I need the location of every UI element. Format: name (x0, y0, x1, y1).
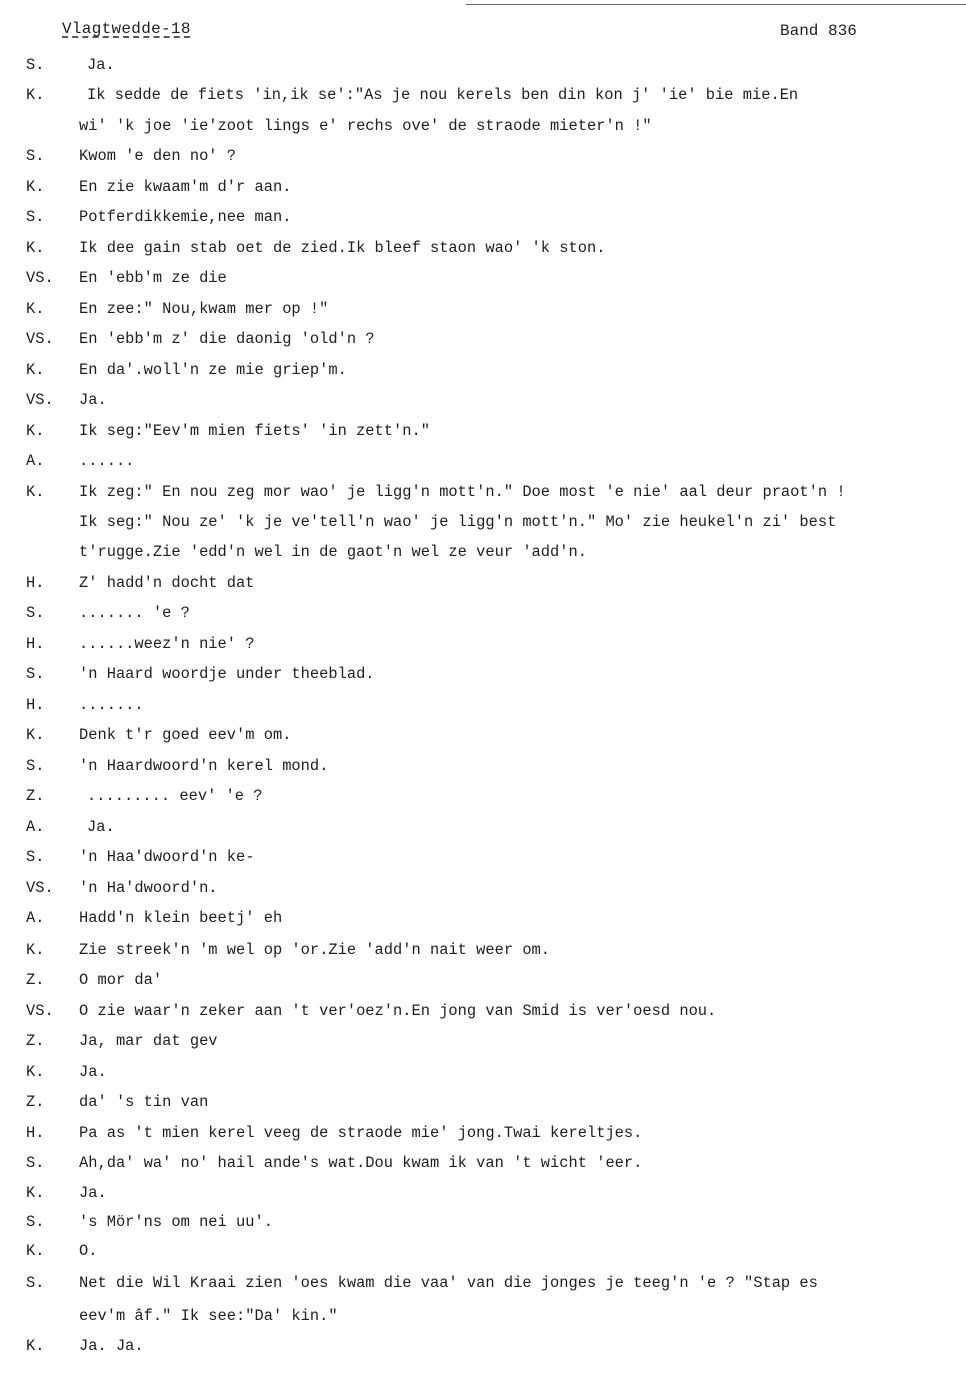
utterance-text: ...... (79, 452, 135, 470)
transcript-line (0, 844, 966, 870)
transcript-line (0, 387, 966, 413)
utterance-text: da' 's tin van (79, 1093, 209, 1111)
transcript-line (0, 753, 966, 779)
utterance-text: Z' hadd'n docht dat (79, 574, 255, 592)
utterance-text: Net die Wil Kraai zien 'oes kwam die vaa' van die jonges je teeg'n 'e ? "Stap es (79, 1274, 818, 1292)
utterance-text: Ik seg:" Nou ze' 'k je ve'tell'n wao' je ligg'n mott'n." Mo' zie heukel'n zi' best (79, 513, 837, 531)
speaker-label: Z. (26, 1093, 45, 1111)
transcript-line (0, 967, 966, 993)
utterance-text: Ah,da' wa' no' hail ande's wat.Dou kwam ik van 't wicht 'eer. (79, 1154, 643, 1172)
speaker-label: H. (26, 635, 45, 653)
speaker-label: A. (26, 818, 45, 836)
speaker-label: S. (26, 147, 45, 165)
speaker-label: Z. (26, 971, 45, 989)
transcript-line (0, 174, 966, 200)
utterance-text: Denk t'r goed eev'm om. (79, 726, 292, 744)
transcript-line (0, 418, 966, 444)
transcript-line (0, 479, 966, 505)
transcript-line (0, 357, 966, 383)
transcript-line (0, 113, 966, 139)
speaker-label: Z. (26, 787, 45, 805)
utterance-text: Ja. (79, 1184, 107, 1202)
speaker-label: VS. (26, 391, 54, 409)
utterance-text: Hadd'n klein beetj' eh (79, 909, 283, 927)
utterance-text: Ja. (79, 1063, 107, 1081)
speaker-label: K. (26, 361, 45, 379)
speaker-label: K. (26, 726, 45, 744)
utterance-text: 'n Haardwoord'n kerel mond. (79, 757, 329, 775)
transcript-line (0, 1028, 966, 1054)
speaker-label: K. (26, 239, 45, 257)
speaker-label: VS. (26, 879, 54, 897)
utterance-text: En 'ebb'm ze die (79, 269, 227, 287)
utterance-text: Ja, mar dat gev (79, 1032, 218, 1050)
speaker-label: K. (26, 1063, 45, 1081)
utterance-text: En 'ebb'm z' die daonig 'old'n ? (79, 330, 375, 348)
utterance-text: Ik sedde de fiets 'in,ik se':"As je nou kerels ben din kon j' 'ie' bie mie.En (87, 86, 799, 104)
utterance-text: 's Mör'ns om nei uu'. (79, 1213, 273, 1231)
utterance-text: ......weez'n nie' ? (79, 635, 255, 653)
transcript-line (0, 905, 966, 931)
transcript-line (0, 1238, 966, 1264)
utterance-text: Ja. (87, 818, 115, 836)
transcript-line (0, 539, 966, 565)
speaker-label: A. (26, 452, 45, 470)
utterance-text: Ja. (87, 56, 115, 74)
speaker-label: H. (26, 696, 45, 714)
speaker-label: K. (26, 941, 45, 959)
speaker-label: S. (26, 848, 45, 866)
transcript-line (0, 1059, 966, 1085)
speaker-label: S. (26, 208, 45, 226)
speaker-label: K. (26, 86, 45, 104)
utterance-text: eev'm âf." Ik see:"Da' kin." (79, 1307, 338, 1325)
transcript-line (0, 722, 966, 748)
speaker-label: VS. (26, 1002, 54, 1020)
utterance-text: En zie kwaam'm d'r aan. (79, 178, 292, 196)
transcript-line (0, 814, 966, 840)
utterance-text: Zie streek'n 'm wel op 'or.Zie 'add'n nait weer om. (79, 941, 551, 959)
transcript-line (0, 296, 966, 322)
speaker-label: K. (26, 300, 45, 318)
utterance-text: Pa as 't mien kerel veeg de straode mie' jong.Twai kereltjes. (79, 1124, 643, 1142)
transcript-line (0, 204, 966, 230)
transcript-line (0, 1089, 966, 1115)
transcript-line (0, 600, 966, 626)
transcript-line (0, 631, 966, 657)
speaker-label: K. (26, 1184, 45, 1202)
utterance-text: O. (79, 1242, 98, 1260)
speaker-label: S. (26, 1213, 45, 1231)
utterance-text: Ik dee gain stab oet de zied.Ik bleef staon wao' 'k ston. (79, 239, 606, 257)
speaker-label: VS. (26, 330, 54, 348)
utterance-text: t'rugge.Zie 'edd'n wel in de gaot'n wel ze veur 'add'n. (79, 543, 587, 561)
utterance-text: ....... 'e ? (79, 604, 190, 622)
utterance-text: Ik zeg:" En nou zeg mor wao' je ligg'n mott'n." Doe most 'e nie' aal deur praot'n ! (79, 483, 846, 501)
utterance-text: Ik seg:"Eev'm mien fiets' 'in zett'n." (79, 422, 430, 440)
speaker-label: K. (26, 422, 45, 440)
transcript-line (0, 783, 966, 809)
transcript-line (0, 1120, 966, 1146)
band-number: Band 836 (780, 22, 857, 40)
document-title: Vlagtwedde-18 (62, 20, 191, 38)
utterance-text: ....... (79, 696, 144, 714)
utterance-text: En da'.woll'n ze mie griep'm. (79, 361, 347, 379)
transcript-line (0, 570, 966, 596)
transcript-line (0, 998, 966, 1024)
speaker-label: H. (26, 1124, 45, 1142)
transcript-line (0, 875, 966, 901)
utterance-text: Kwom 'e den no' ? (79, 147, 237, 165)
utterance-text: Ja. Ja. (79, 1337, 144, 1355)
utterance-text: O mor da' (79, 971, 163, 989)
speaker-label: S. (26, 56, 45, 74)
transcript-line (0, 937, 966, 963)
utterance-text: O zie waar'n zeker aan 't ver'oez'n.En jong van Smid is ver'oesd nou. (79, 1002, 717, 1020)
speaker-label: VS. (26, 269, 54, 287)
transcript-line (0, 1150, 966, 1176)
transcript-line (0, 692, 966, 718)
transcript-line (0, 448, 966, 474)
utterance-text: Potferdikkemie,nee man. (79, 208, 292, 226)
transcript-line (0, 1333, 966, 1359)
transcript-line (0, 661, 966, 687)
utterance-text: 'n Haard woordje under theeblad. (79, 665, 375, 683)
utterance-text: ......... eev' 'e ? (87, 787, 263, 805)
transcript-line (0, 509, 966, 535)
utterance-text: 'n Haa'dwoord'n ke- (79, 848, 255, 866)
utterance-text: 'n Ha'dwoord'n. (79, 879, 218, 897)
transcript-line (0, 1303, 966, 1329)
transcript-line (0, 1209, 966, 1235)
speaker-label: S. (26, 1274, 45, 1292)
speaker-label: K. (26, 178, 45, 196)
speaker-label: S. (26, 604, 45, 622)
speaker-label: K. (26, 1242, 45, 1260)
speaker-label: Z. (26, 1032, 45, 1050)
transcript-line (0, 82, 966, 108)
transcript-line (0, 1270, 966, 1296)
transcript-line (0, 265, 966, 291)
utterance-text: En zee:" Nou,kwam mer op !" (79, 300, 329, 318)
speaker-label: S. (26, 1154, 45, 1172)
transcript-line (0, 143, 966, 169)
transcript-line (0, 235, 966, 261)
speaker-label: K. (26, 1337, 45, 1355)
utterance-text: wi' 'k joe 'ie'zoot lings e' rechs ove' de straode mieter'n !" (79, 117, 652, 135)
speaker-label: H. (26, 574, 45, 592)
transcript-line (0, 52, 966, 78)
top-rule (466, 4, 966, 5)
transcript-line (0, 326, 966, 352)
transcript-line (0, 1180, 966, 1206)
speaker-label: K. (26, 483, 45, 501)
speaker-label: A. (26, 909, 45, 927)
utterance-text: Ja. (79, 391, 107, 409)
speaker-label: S. (26, 757, 45, 775)
speaker-label: S. (26, 665, 45, 683)
